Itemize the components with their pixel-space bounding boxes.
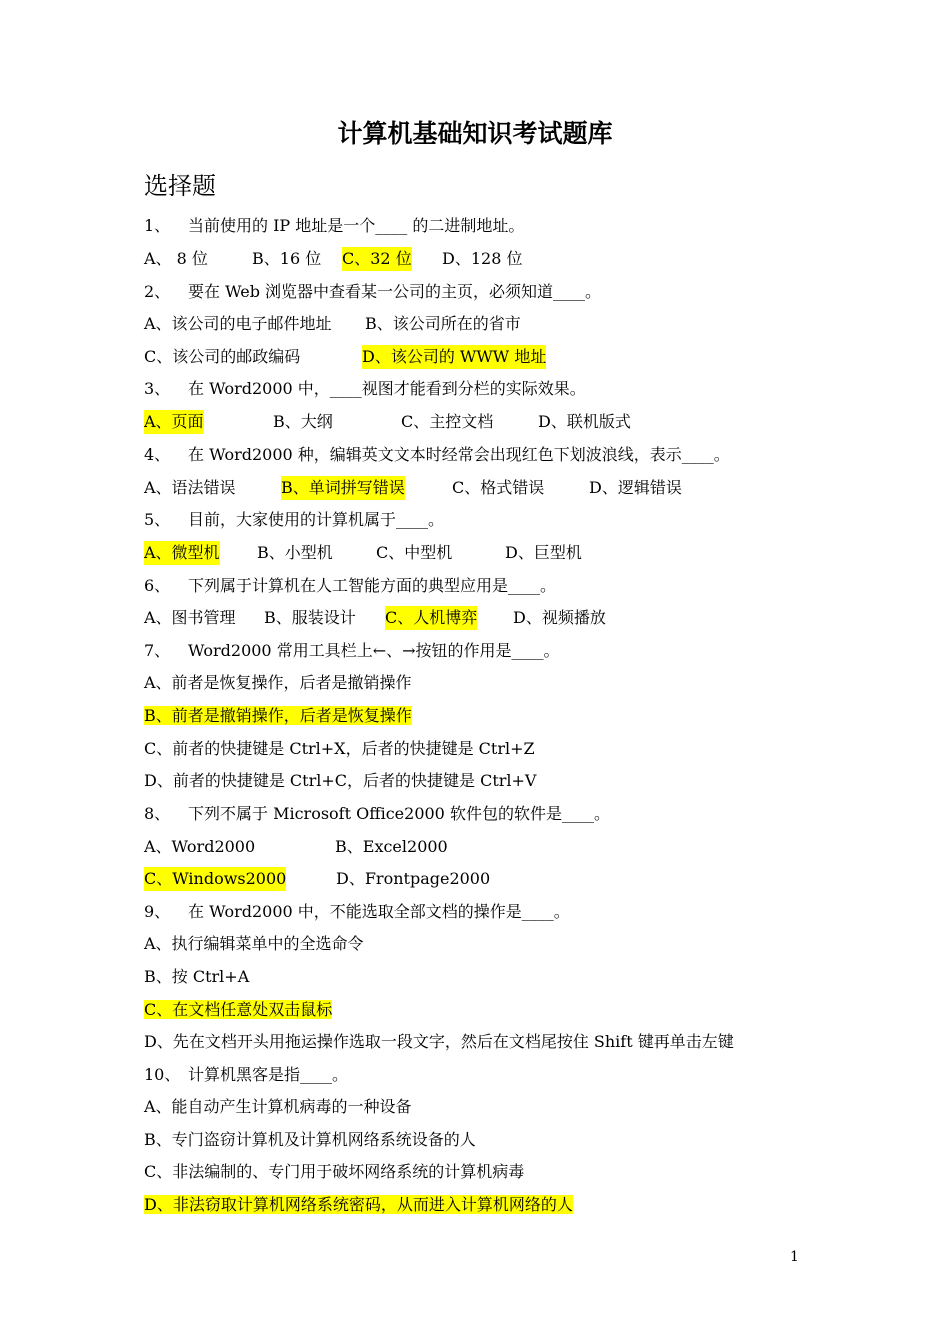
question-text: 在 Word2000 种，编辑英文文本时经常会出现红色下划波浪线，表示____。 (188, 445, 730, 464)
option-d: D、先在文档开头用拖运操作选取一段文字，然后在文档尾按住 Shift 键再单击左键 (144, 1032, 734, 1051)
option-row-9d (144, 1030, 734, 1054)
question-text: 要在 Web 浏览器中查看某一公司的主页，必须知道____。 (188, 282, 602, 301)
option-d: D、逻辑错误 (589, 478, 682, 497)
question-3 (144, 377, 586, 401)
option-b-answer: B、前者是撤销操作，后者是恢复操作 (144, 706, 412, 725)
options-row-5 (144, 541, 804, 565)
option-a: A、该公司的电子邮件地址 (144, 314, 332, 333)
question-text: 下列属于计算机在人工智能方面的典型应用是____。 (188, 576, 557, 595)
option-row-7c (144, 737, 535, 761)
option-d: D、联机版式 (538, 412, 631, 431)
question-text: 在 Word2000 中，____视图才能看到分栏的实际效果。 (188, 379, 586, 398)
question-7 (144, 639, 560, 663)
question-number: 2、 (144, 282, 171, 301)
option-row-9a (144, 932, 364, 956)
option-row-10c (144, 1160, 524, 1184)
option-a: A、图书管理 (144, 608, 236, 627)
option-a-answer: A、页面 (144, 410, 204, 434)
option-a: A、语法错误 (144, 478, 236, 497)
option-c: C、非法编制的、专门用于破坏网络系统的计算机病毒 (144, 1162, 525, 1181)
option-row-7a (144, 671, 412, 695)
option-b: B、服装设计 (264, 608, 356, 627)
options-row-2b (144, 345, 804, 369)
option-c: C、前者的快捷键是 Ctrl+X，后者的快捷键是 Ctrl+Z (144, 739, 535, 758)
option-row-9c (144, 998, 332, 1022)
question-number: 10、 (144, 1065, 181, 1084)
option-b: B、小型机 (257, 543, 333, 562)
options-row-6 (144, 606, 804, 630)
option-d: D、巨型机 (505, 543, 582, 562)
option-b: B、大纲 (273, 412, 333, 431)
option-row-10b (144, 1128, 476, 1152)
page-title: 计算机基础知识考试题库 (337, 119, 613, 148)
option-c-answer: C、Windows2000 (144, 867, 286, 891)
option-a: A、前者是恢复操作，后者是撤销操作 (144, 673, 412, 692)
option-d: D、Frontpage2000 (336, 869, 491, 888)
option-row-7d (144, 769, 537, 793)
option-a: A、Word2000 (144, 837, 256, 856)
option-a-answer: A、微型机 (144, 541, 220, 565)
option-c: C、格式错误 (452, 478, 545, 497)
option-row-10a (144, 1095, 412, 1119)
option-c: C、该公司的邮政编码 (144, 347, 301, 366)
section-heading: 选择题 (144, 172, 216, 200)
question-10 (144, 1063, 348, 1087)
question-text: 目前，大家使用的计算机属于____。 (188, 510, 445, 529)
question-1 (144, 214, 524, 238)
option-c: C、中型机 (376, 543, 453, 562)
option-d: D、前者的快捷键是 Ctrl+C，后者的快捷键是 Ctrl+V (144, 771, 537, 790)
question-number: 7、 (144, 641, 171, 660)
question-number: 3、 (144, 379, 171, 398)
question-4 (144, 443, 730, 467)
question-8 (144, 802, 610, 826)
option-row-7b (144, 704, 412, 728)
question-9 (144, 900, 570, 924)
options-row-3 (144, 410, 804, 434)
option-d: D、视频播放 (513, 608, 606, 627)
options-row-4 (144, 476, 804, 500)
option-a: A、执行编辑菜单中的全选命令 (144, 934, 364, 953)
option-d-answer: D、非法窃取计算机网络系统密码，从而进入计算机网络的人 (144, 1195, 573, 1214)
question-number: 5、 (144, 510, 171, 529)
option-b: B、专门盗窃计算机及计算机网络系统设备的人 (144, 1130, 476, 1149)
options-row-8a (144, 835, 804, 859)
question-text: 下列不属于 Microsoft Office2000 软件包的软件是____。 (188, 804, 610, 823)
question-number: 8、 (144, 804, 171, 823)
question-number: 6、 (144, 576, 171, 595)
option-d: D、128 位 (442, 249, 523, 268)
question-text: 在 Word2000 中，不能选取全部文档的操作是____。 (188, 902, 570, 921)
question-text: 当前使用的 IP 地址是一个____ 的二进制地址。 (188, 216, 525, 235)
option-b: B、Excel2000 (335, 837, 448, 856)
question-text: 计算机黑客是指____。 (188, 1065, 349, 1084)
option-row-9b (144, 965, 249, 989)
option-b-answer: B、单词拼写错误 (281, 476, 405, 500)
question-2 (144, 280, 601, 304)
option-c-answer: C、在文档任意处双击鼠标 (144, 1000, 333, 1019)
option-c-answer: C、32 位 (342, 247, 412, 271)
question-number: 1、 (144, 216, 171, 235)
option-a: A、 8 位 (144, 249, 208, 268)
option-c: C、主控文档 (401, 412, 494, 431)
question-number: 4、 (144, 445, 171, 464)
page-number: 1 (790, 1249, 799, 1265)
option-b: B、该公司所在的省市 (365, 314, 521, 333)
option-row-10d (144, 1193, 573, 1217)
option-a: A、能自动产生计算机病毒的一种设备 (144, 1097, 412, 1116)
option-c-answer: C、人机博弈 (385, 606, 477, 630)
options-row-2a (144, 312, 804, 336)
question-5 (144, 508, 444, 532)
question-6 (144, 574, 556, 598)
option-b: B、按 Ctrl+A (144, 967, 250, 986)
options-row-1 (144, 247, 804, 271)
option-d-answer: D、该公司的 WWW 地址 (362, 345, 546, 369)
question-text: Word2000 常用工具栏上←、→按钮的作用是____。 (188, 641, 560, 660)
question-number: 9、 (144, 902, 171, 921)
options-row-8b (144, 867, 804, 891)
option-b: B、16 位 (252, 249, 322, 268)
